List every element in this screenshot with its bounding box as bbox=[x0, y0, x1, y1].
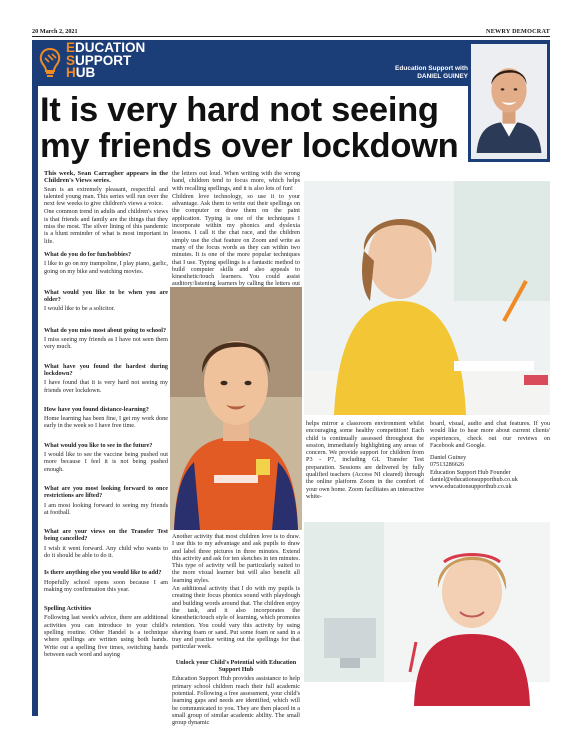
girl-writing-photo-image bbox=[304, 522, 550, 706]
girl-writing-photo bbox=[304, 522, 550, 706]
interview-question: What are you most looking forward to once restrictions are lifted? bbox=[44, 484, 168, 500]
body-paragraph: Education Support Hub provides assistance to help primary school children reach their full academic potential. Following a free assessment, your child's learning gaps and needs are identified, which will be communicated to you. They are then placed in a small group of similar academic ability. The small group dynamic bbox=[172, 675, 300, 727]
contact-phone: 07513286626 bbox=[430, 461, 465, 469]
interview-answer: I wish it went forward. Any child who wants to do it should be able to do it. bbox=[44, 544, 168, 559]
contact-name: Daniel Guiney bbox=[430, 454, 467, 462]
body-paragraph: Another activity that most children love is to draw. I use this to my advantage and ask pupils to draw and label three pictures in three minutes. Extend this activity and ask for ten sketches in ten minutes. This type of activity will be particularly suited to the more visual learner but will also benefit all learning styles. bbox=[172, 533, 300, 584]
issue-date: 20 March 2, 2021 bbox=[32, 28, 78, 35]
interview-question: What would you like to be when you are older? bbox=[44, 288, 168, 304]
logo-wordmark: EDUCATION SUPPORT HUB bbox=[66, 40, 146, 80]
interview-question: What do you do for fun/hobbies? bbox=[44, 250, 132, 258]
body-paragraph: board, visual, audio and chat features. If you would like to hear more about current clients' experiences, check out our reviews on Facebook and Google. bbox=[430, 420, 550, 449]
column-3 bbox=[306, 420, 424, 501]
body-paragraph: Following last week's advice, there are additional activities you can introduce to your child's spelling routine. Other Handel is a technique where spellings are written using both hands. Write out a spelling five times, switching hands between each word and saying bbox=[44, 614, 168, 658]
section-subhead: Spelling Activities bbox=[44, 605, 92, 613]
column-2-bottom bbox=[172, 533, 300, 727]
interview-question: Is there anything else you would like to add? bbox=[44, 569, 162, 577]
intro-paragraph: Sean is an extremely pleasant, respectful and talented young man. This series will run over the next few weeks to give children's views a voice. bbox=[44, 185, 168, 208]
interview-answer: I would like to see the vaccine being pushed out more because I feel it is not being pushed enough. bbox=[44, 451, 168, 473]
contact-email: daniel@educationsupporthub.co.uk bbox=[430, 476, 518, 484]
newspaper-name: NEWRY DEMOCRAT bbox=[486, 28, 550, 35]
contact-block bbox=[430, 454, 550, 490]
section-subhead: Unlock your Child's Potential with Education Support Hub bbox=[175, 658, 297, 674]
boy-photo bbox=[170, 287, 302, 530]
column-1 bbox=[44, 170, 168, 659]
interview-question: What have you found the hardest during lockdown? bbox=[44, 362, 168, 377]
boy-in-jersey-photo bbox=[170, 287, 302, 530]
interview-question: What are your views on the Transfer Test being cancelled? bbox=[44, 528, 168, 543]
body-paragraph: helps mirror a classroom environment whilst encouraging some healthy competition! Each child is continually assessed throughout the session, immediately highlighting any areas of concern. We provide support for children from P3 - P7, including GL Transfer Test preparation. Sessions are delivered by fully qualified teachers (Access NI cleared) through the online platform Zoom in the comfort of your own home. Zoom facilitates an interactive white- bbox=[306, 420, 424, 500]
header-rule bbox=[32, 36, 550, 37]
byline: Education Support with DANIEL GUINEY bbox=[395, 65, 468, 80]
interview-question: What would you like to see in the future? bbox=[44, 441, 153, 449]
contact-website: www.educationsupporthub.co.uk bbox=[430, 483, 512, 491]
man-portrait-photo bbox=[471, 44, 547, 153]
interview-question: How have you found distance-learning? bbox=[44, 405, 149, 413]
interview-answer: I am most looking forward to seeing my friends at football. bbox=[44, 501, 168, 516]
article-headline: It is very hard not seeing my friends over lockdown bbox=[40, 91, 459, 165]
author-portrait bbox=[468, 44, 550, 162]
body-paragraph: Children love technology, so use it to your advantage. Ask them to write out their spellings on the computer or draw them on the paint application. Typing is one of the techniques I incorporate within my phonics and dyslexia lessons. I call it the chat race, and the children simply use the chat feature on Zoom and write as many of the focus words as they can within two minutes. It is one of the more popular techniques that I use. Typing spellings is a fantastic method to build computer skills and also appeals to kinesthetic/touch learners. You could assist auditory/listening learners by calling the letters out bbox=[172, 192, 300, 288]
column-4 bbox=[430, 420, 550, 491]
body-paragraph: the letters out loud. When writing with the wrong hand, children tend to focus more, which helps with recalling spellings, and it is also lots of fun! bbox=[172, 170, 300, 192]
body-paragraph: An additional activity that I do with my pupils is creating their focus phonics sound with playdough and building words around that. The children enjoy the task, and it also incorporates the kinesthetic/touch style of learning, which promotes retention. You could vary this activity by using shaving foam or sand. Put some foam or sand in a tray and practise writing out the spellings for that particular week. bbox=[172, 585, 300, 651]
interview-answer: Home learning has been fine, I get my work done early in the week so I have free time. bbox=[44, 415, 168, 430]
interview-question: What do you miss most about going to school? bbox=[44, 326, 167, 334]
lightbulb-logo-icon bbox=[38, 46, 62, 80]
interview-answer: I would like to be a solicitor. bbox=[44, 305, 115, 313]
interview-answer: I have found that it is very hard not seeing my friends over lockdown. bbox=[44, 379, 168, 394]
running-header bbox=[0, 0, 580, 40]
left-accent-strip bbox=[32, 86, 38, 716]
contact-title: Education Support Hub Founder bbox=[430, 468, 511, 476]
column-2-top bbox=[172, 170, 300, 296]
interview-answer: Hopefully school opens soon because I am making my confirmation this year. bbox=[44, 578, 168, 593]
article-lead: This week, Sean Carragher appears in the Children's Views series. bbox=[44, 170, 168, 185]
interview-answer: I miss seeing my friends as I have not seen them very much. bbox=[44, 336, 168, 351]
intro-paragraph: One common trend in adults and children's views is that friends and family are the things that they miss the most. The silver lining of this pandemic is a blunt reminder of what is most important in life. bbox=[44, 208, 168, 245]
girl-drawing-photo bbox=[304, 181, 550, 415]
girl-drawing-photo-image bbox=[304, 181, 550, 415]
interview-answer: I like to go on my trampoline, I play piano, garlic, going on my bike and watching movies. bbox=[44, 260, 168, 275]
